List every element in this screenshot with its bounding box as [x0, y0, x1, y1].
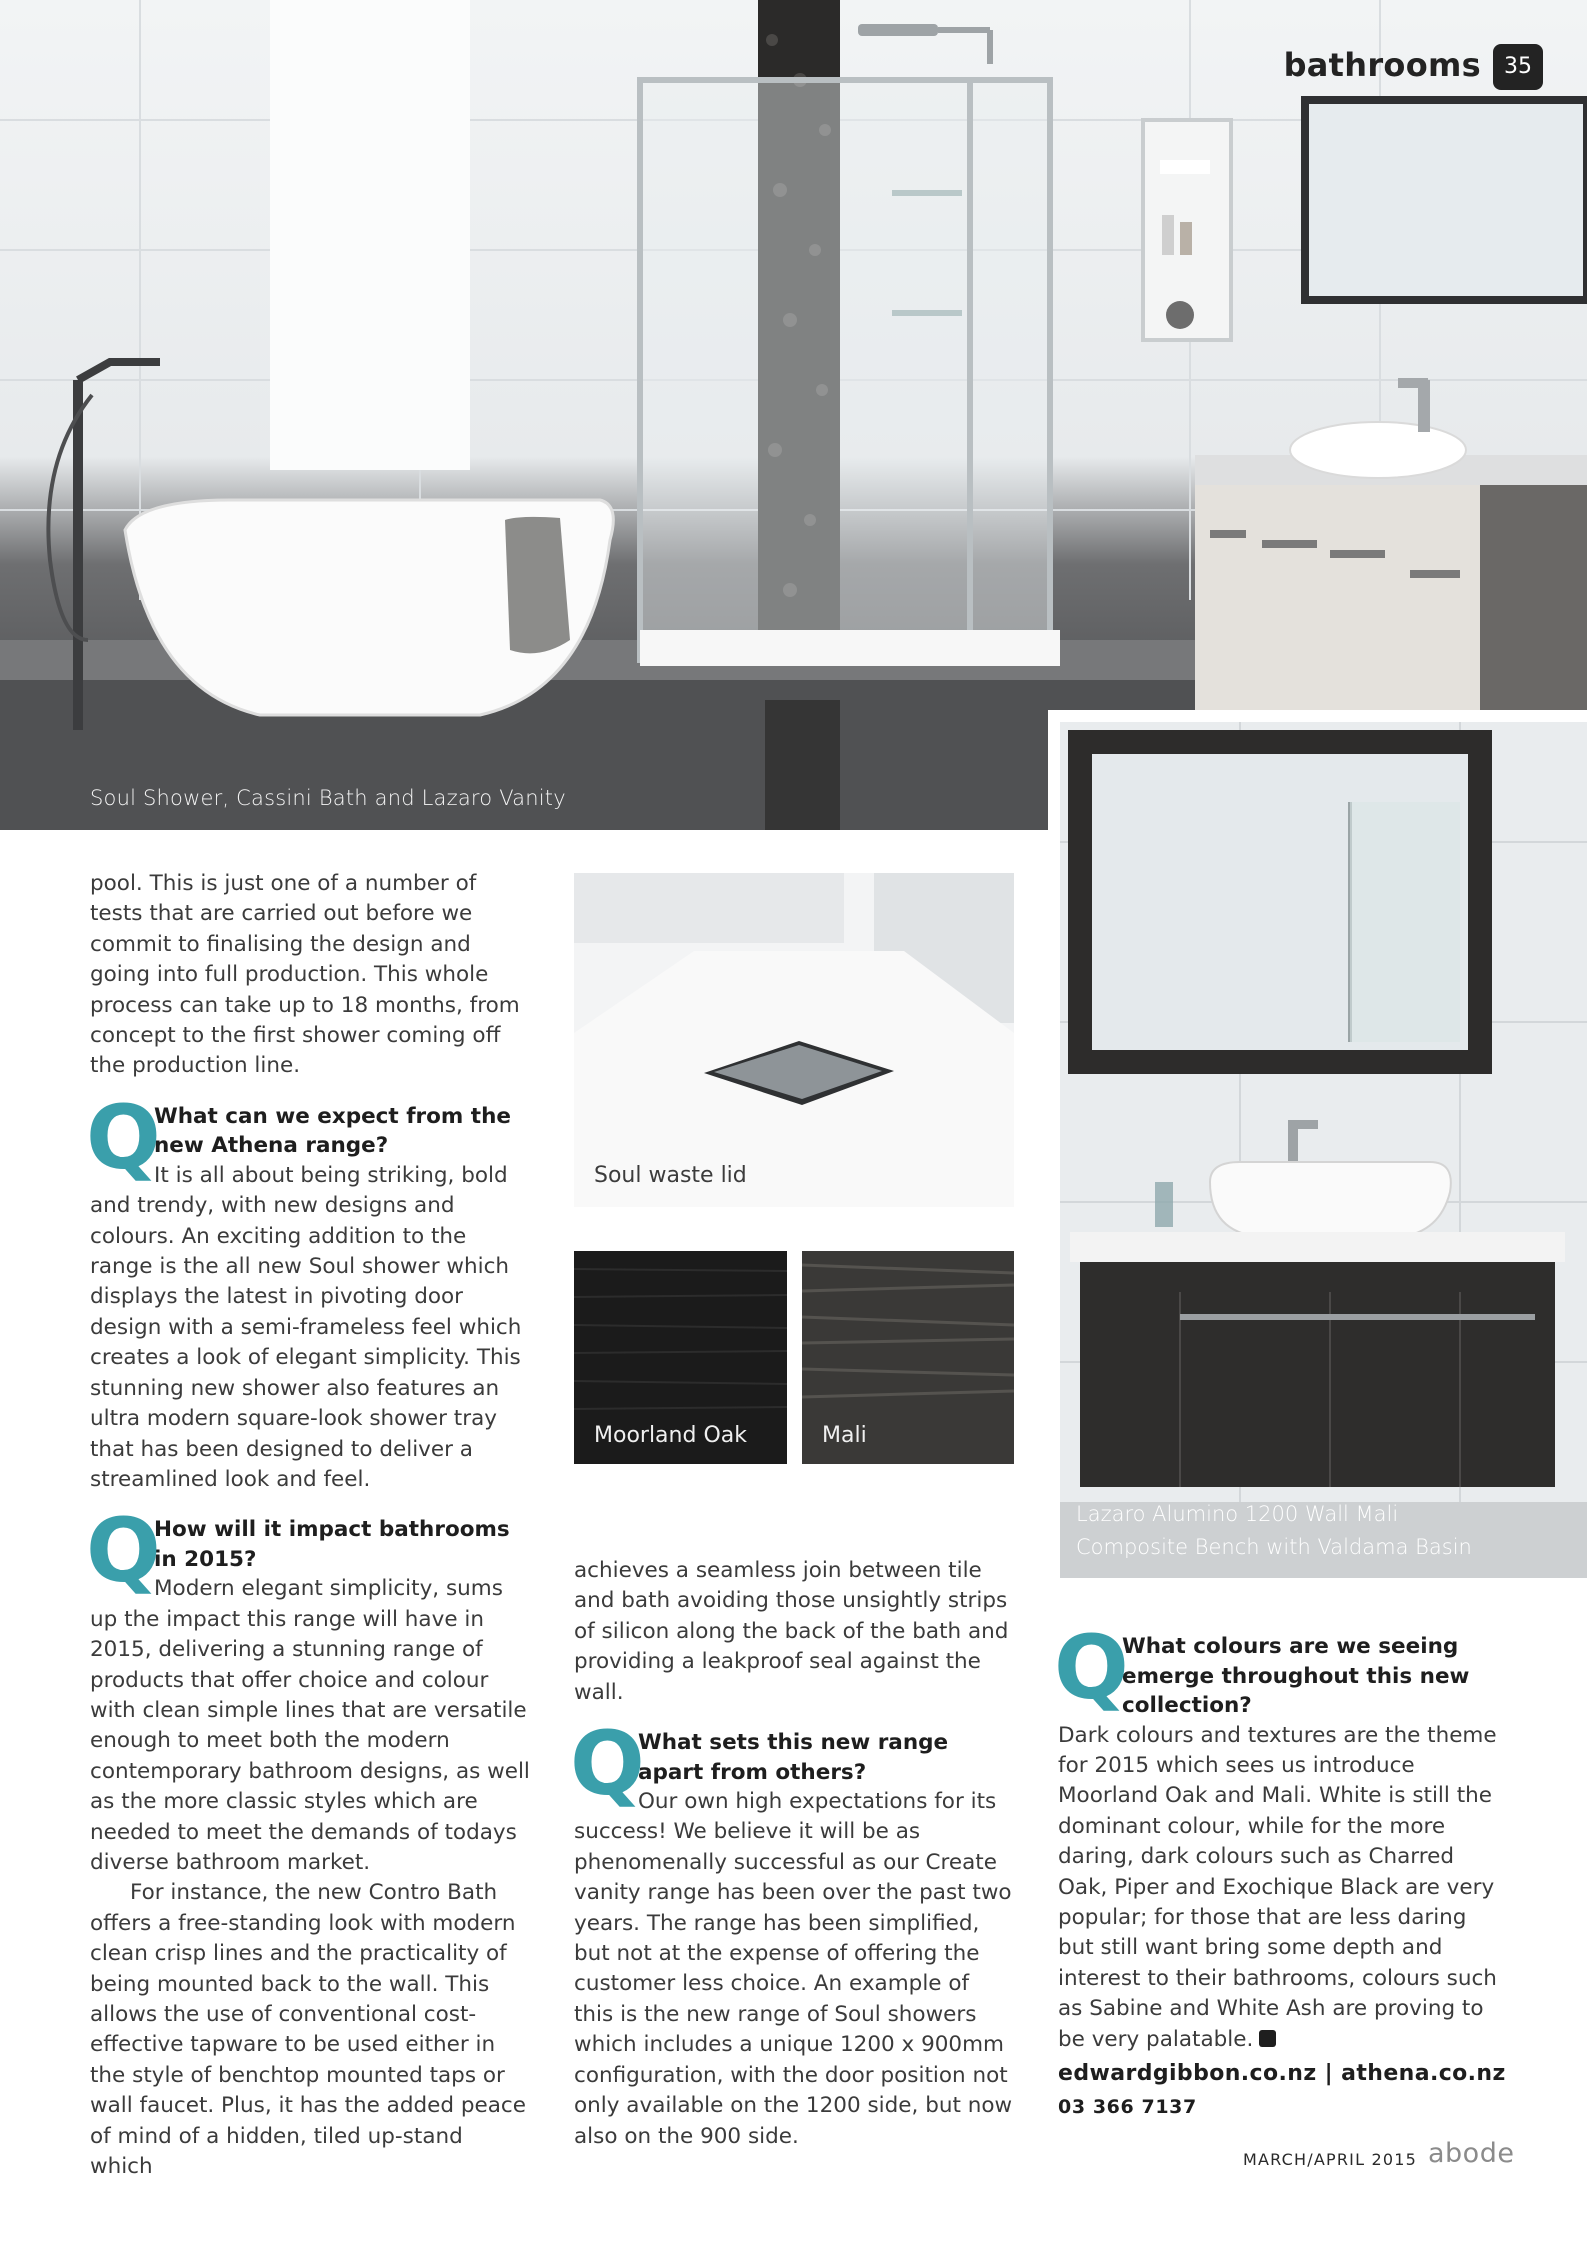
article-column-3	[1054, 1616, 1498, 2055]
section-title: bathrooms	[1283, 46, 1481, 84]
footer-issue-date: MARCH/APRIL 2015	[1243, 2150, 1418, 2169]
answer-paragraph	[90, 1161, 530, 1495]
answer-paragraph	[90, 1574, 530, 1878]
article-column-2	[570, 1556, 1014, 2152]
vanity-caption-line-2: Composite Bench with Valdama Basin	[1076, 1535, 1472, 1559]
end-of-article-icon	[1259, 2030, 1276, 2047]
mali-swatch	[802, 1251, 1014, 1464]
waste-lid-caption: Soul waste lid	[594, 1163, 747, 1188]
q-initial: Q	[86, 1499, 161, 1603]
answer-text: Modern elegant simplicity, sums up the impact this range will have in 2015, delivering a stunning range of products that offer choice and colour with clean simple lines that are versatile enough to meet both the modern contemporary bathroom designs, as well as the more classic styles which are needed to meet the demands of todays diverse bathroom market.	[90, 1576, 530, 1875]
qa-block-1	[86, 1085, 530, 1495]
intro-paragraph: pool. This is just one of a number of tests that are carried out before we commit to finalising the design and going into full production. This whole process can take up to 18 months, from concept to the first shower coming off the production line.	[90, 871, 520, 1079]
answer-text: Dark colours and textures are the theme for 2015 which sees us introduce Moorland Oak and Mali. White is still the dominant colour, while for the more daring, dark colours such as Charred Oak, Piper and Exochique Black are very popular; for those that are less daring but still want bring some depth and interest to their bathrooms, colours such as Sabine and White Ash are proving to be very palatable.	[1058, 1722, 1497, 2052]
answer-paragraph	[1058, 1721, 1498, 2055]
question-heading: What can we expect from the new Athena range?	[154, 1103, 511, 1159]
hero-photo	[0, 0, 1587, 830]
contact-phone: 03 366 7137	[1058, 2096, 1197, 2118]
contact-websites[interactable]: edwardgibbon.co.nz | athena.co.nz	[1058, 2061, 1506, 2086]
q-initial: Q	[1054, 1616, 1129, 1719]
hero-illustration	[0, 0, 1587, 830]
vanity-illustration	[1060, 722, 1587, 1578]
answer-paragraph	[574, 1787, 1014, 2152]
question-heading: How will it impact bathrooms in 2015?	[154, 1517, 510, 1572]
vanity-photo	[1060, 722, 1587, 1578]
waste-lid-photo	[574, 873, 1014, 1207]
moorland-oak-label: Moorland Oak	[594, 1423, 747, 1448]
q-initial: Q	[86, 1085, 161, 1189]
question-heading: What colours are we seeing emerge throughout this new collection?	[1122, 1634, 1470, 1718]
vanity-caption	[1076, 1498, 1472, 1564]
q-initial: Q	[570, 1712, 645, 1816]
answer-paragraph-2: For instance, the new Contro Bath offers a free-standing look with modern clean crisp lines and the practicality of being mounted back to the wall. This allows the use of conventional cost-effective tapware to be used either in the style of benchtop mounted taps or wall faucet. Plus, it has the added peace of mind of a hidden, tiled up-stand which	[90, 1880, 526, 2180]
moorland-oak-swatch	[574, 1251, 787, 1464]
answer-text: Our own high expectations for its success! We believe it will be as phenomenally successful as our Create vanity range has been over the past two years. The range has been simplified, but not at the expense of offering the customer less choice. An example of this is the new range of Soul showers which includes a unique 1200 x 900mm configuration, with the door position not only available on the 1200 side, but now also on the 900 side.	[574, 1789, 1013, 2149]
footer-magazine-logo: abode	[1428, 2138, 1515, 2169]
hero-caption: Soul Shower, Cassini Bath and Lazaro Vanity	[90, 786, 566, 810]
answer-text: It is all about being striking, bold and trendy, with new designs and colours. An exciting addition to the range is the all new Soul shower which displays the latest in pivoting door design with a semi-frameless feel which creates a look of elegant simplicity. This stunning new shower also features an ultra modern square-look shower tray that has been designed to deliver a streamlined look and feel.	[90, 1162, 522, 1492]
mali-label: Mali	[822, 1423, 867, 1448]
question-heading: What sets this new range apart from others?	[638, 1730, 949, 1785]
article-column-1	[86, 869, 530, 2182]
continued-paragraph: achieves a seamless join between tile and bath avoiding those unsightly strips of silicon along the back of the bath and providing a leakproof seal against the wall.	[574, 1558, 1009, 1705]
qa-block-3	[570, 1712, 1014, 2152]
vanity-caption-line-1: Lazaro Alumino 1200 Wall Mali	[1076, 1502, 1399, 1526]
page-number: 35	[1493, 44, 1543, 90]
qa-block-4	[1054, 1616, 1498, 2055]
waste-lid-illustration	[574, 873, 1014, 1207]
qa-block-2	[86, 1499, 530, 2182]
